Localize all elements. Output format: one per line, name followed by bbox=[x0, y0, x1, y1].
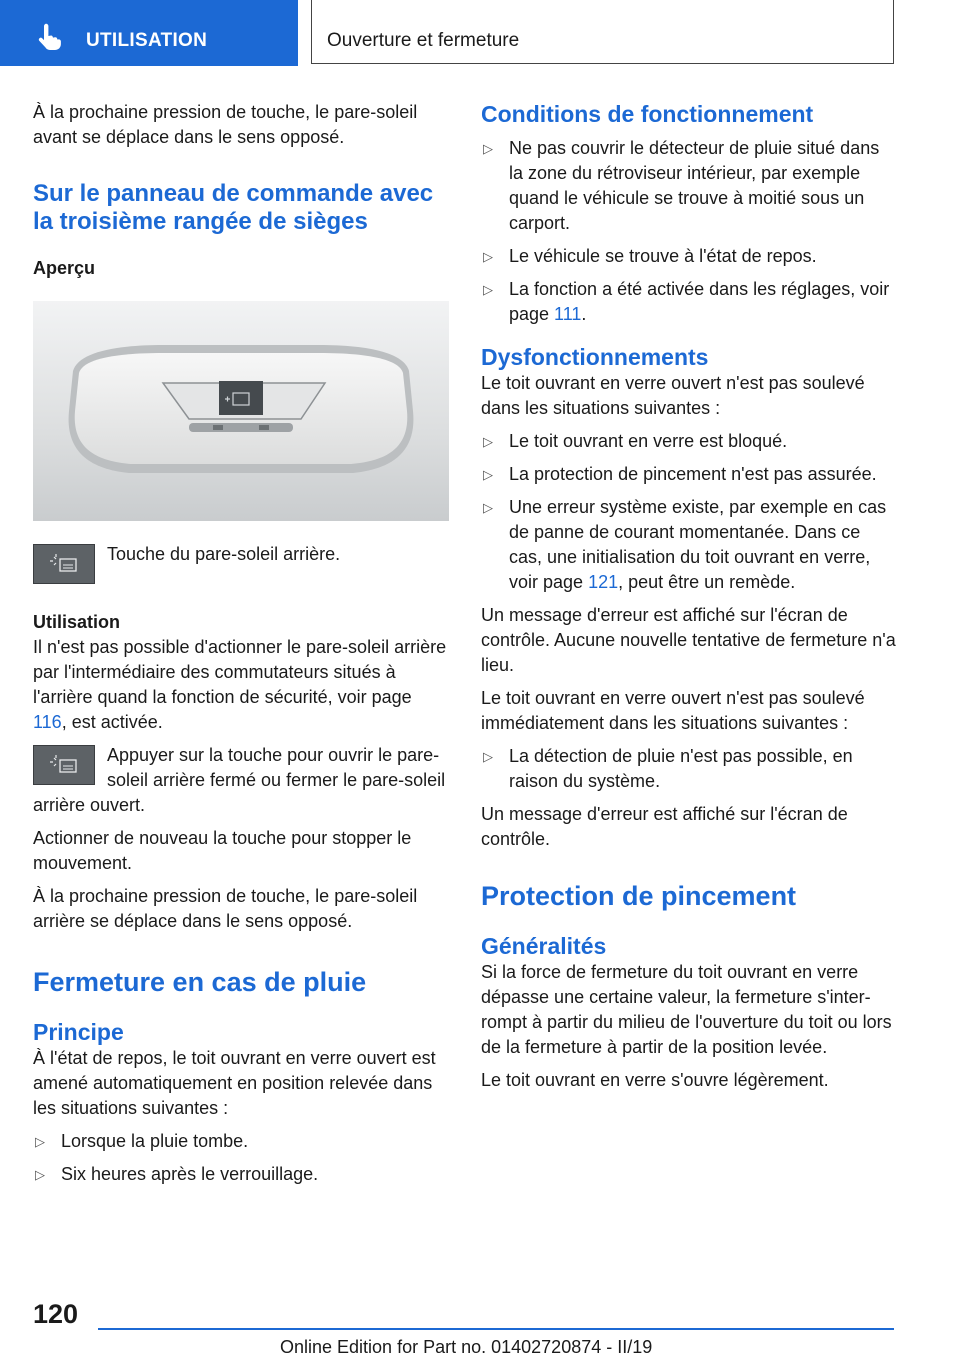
list-item bbox=[481, 462, 897, 487]
list-item bbox=[481, 744, 897, 794]
paragraph-dysf-3: Le toit ouvrant en verre ouvert n'est pas soulevé immédiatement dans les situations suivantes : bbox=[481, 688, 865, 733]
heading-rain-closing: Fermeture en cas de pluie bbox=[33, 967, 367, 997]
triangle-bullet-icon: ▷ bbox=[483, 500, 493, 515]
key-instruction-row bbox=[33, 743, 449, 818]
control-panel-photo bbox=[33, 301, 449, 521]
list-item-text: Une erreur système existe, par exemple en cas de panne de courant momentanée. Dans ce cas, une initialisation du toit ouvrant en verre, voir page bbox=[509, 497, 887, 592]
heading-protection: Protection de pincement bbox=[481, 881, 797, 911]
heading-dysfonctionnements: Dysfonctionnements bbox=[481, 344, 709, 370]
list-item bbox=[481, 495, 897, 595]
triangle-bullet-icon: ▷ bbox=[483, 467, 493, 482]
chapter-tab-label: UTILISATION bbox=[86, 30, 208, 51]
hand-touch-icon bbox=[34, 22, 64, 52]
heading-conditions: Conditions de fonctionnement bbox=[481, 101, 814, 127]
triangle-bullet-icon: ▷ bbox=[483, 749, 493, 764]
list-item-text: Le véhicule se trouve à l'état de repos. bbox=[509, 246, 817, 266]
paragraph-gen-1: Si la force de fermeture du toit ouvrant en verre dépasse une certaine valeur, la fermeture s'interrompt à partir du milieu de l'ouverture du toit ou lors de la fermeture à partir de la position levée. bbox=[481, 962, 892, 1057]
list-item-text: Lorsque la pluie tombe. bbox=[61, 1131, 249, 1151]
triangle-bullet-icon: ▷ bbox=[483, 282, 493, 297]
triangle-bullet-icon: ▷ bbox=[35, 1134, 45, 1149]
list-item-text: Le toit ouvrant en verre est bloqué. bbox=[509, 431, 788, 451]
paragraph-gen-2: Le toit ouvrant en verre s'ouvre légèrement. bbox=[481, 1070, 829, 1090]
subheading-utilisation: Utilisation bbox=[33, 612, 121, 632]
list-item-text: La détection de pluie n'est pas possible, en raison du système. bbox=[509, 746, 853, 791]
subheading-apercu: Aperçu bbox=[33, 258, 96, 278]
page-link-111[interactable]: 111 bbox=[554, 304, 582, 324]
util-text-end: , est activée. bbox=[61, 712, 163, 732]
list-item bbox=[481, 277, 897, 327]
paragraph-principe: À l'état de repos, le toit ouvrant en verre ouvert est amené automatiquement en position relevée dans les situations suivantes : bbox=[33, 1048, 436, 1118]
dysf-list bbox=[481, 429, 897, 595]
list-item bbox=[33, 1162, 449, 1187]
key-instruction: Appuyer sur la touche pour ouvrir le pare-soleil arrière fermé ou fermer le pare-soleil arrière ouvert. bbox=[33, 745, 446, 815]
sunshade-key-icon-2 bbox=[33, 745, 95, 785]
edition-note: Online Edition for Part no. 01402720874 - II/19 bbox=[280, 1337, 653, 1357]
conditions-list bbox=[481, 136, 897, 327]
list-item bbox=[33, 1129, 449, 1154]
principe-list bbox=[33, 1129, 449, 1187]
util-text: Il n'est pas possible d'actionner le pare-soleil arrière par l'intermédiaire des commutateurs situés à l'arrière quand la fonction de sécurité, voir page bbox=[33, 637, 447, 707]
heading-principe: Principe bbox=[33, 1019, 124, 1045]
page-number: 120 bbox=[33, 1299, 79, 1329]
list-item bbox=[481, 136, 897, 236]
paragraph-dysf-2: Un message d'erreur est affiché sur l'écran de contrôle. Aucune nouvelle tentative de fermeture n'a lieu. bbox=[481, 605, 896, 675]
paragraph-dysf-4: Un message d'erreur est affiché sur l'écran de contrôle. bbox=[481, 804, 848, 849]
page-link-121[interactable]: 121 bbox=[588, 572, 619, 592]
paragraph-front-sunshade: À la prochaine pression de touche, le pare-soleil avant se déplace dans le sens opposé. bbox=[33, 102, 418, 147]
footer-divider bbox=[98, 1328, 894, 1330]
chapter-tab[interactable] bbox=[0, 0, 298, 66]
paragraph-next-press: À la prochaine pression de touche, le pare-soleil arrière se déplace dans le sens opposé. bbox=[33, 886, 418, 931]
triangle-bullet-icon: ▷ bbox=[483, 141, 493, 156]
list-item-text-end: , peut être un remède. bbox=[618, 572, 796, 592]
heading-generalites: Généralités bbox=[481, 933, 607, 959]
key-caption: Touche du pare-soleil arrière. bbox=[107, 544, 341, 564]
page-link-116[interactable]: 116 bbox=[33, 712, 62, 732]
dysf-list-2 bbox=[481, 744, 897, 794]
triangle-bullet-icon: ▷ bbox=[483, 249, 493, 264]
triangle-bullet-icon: ▷ bbox=[35, 1167, 45, 1182]
paragraph-utilisation bbox=[33, 635, 449, 735]
list-item-text: La fonction a été activée dans les réglages, voir page bbox=[509, 279, 890, 324]
right-column bbox=[481, 100, 897, 1101]
heading-rear-panel: Sur le panneau de commande avec la troisième rangée de sièges bbox=[33, 180, 434, 235]
list-item-text-end: . bbox=[581, 304, 587, 324]
list-item bbox=[481, 429, 897, 454]
triangle-bullet-icon: ▷ bbox=[483, 434, 493, 449]
list-item-text: Ne pas couvrir le détecteur de pluie situé dans la zone du rétroviseur intérieur, par exemple quand le véhicule se trouve à moitié sous un carport. bbox=[509, 138, 880, 233]
list-item-text: La protection de pincement n'est pas assurée. bbox=[509, 464, 877, 484]
paragraph-stop: Actionner de nouveau la touche pour stopper le mouvement. bbox=[33, 828, 412, 873]
section-header bbox=[311, 0, 894, 64]
list-item bbox=[481, 244, 897, 269]
sunshade-key-icon bbox=[33, 544, 95, 584]
left-column bbox=[33, 100, 449, 1195]
list-item-text: Six heures après le verrouillage. bbox=[61, 1164, 319, 1184]
key-caption-row bbox=[33, 542, 449, 592]
paragraph-dysf-1: Le toit ouvrant en verre ouvert n'est pas soulevé dans les situations suivantes : bbox=[481, 373, 865, 418]
section-title: Ouverture et fermeture bbox=[327, 30, 520, 51]
